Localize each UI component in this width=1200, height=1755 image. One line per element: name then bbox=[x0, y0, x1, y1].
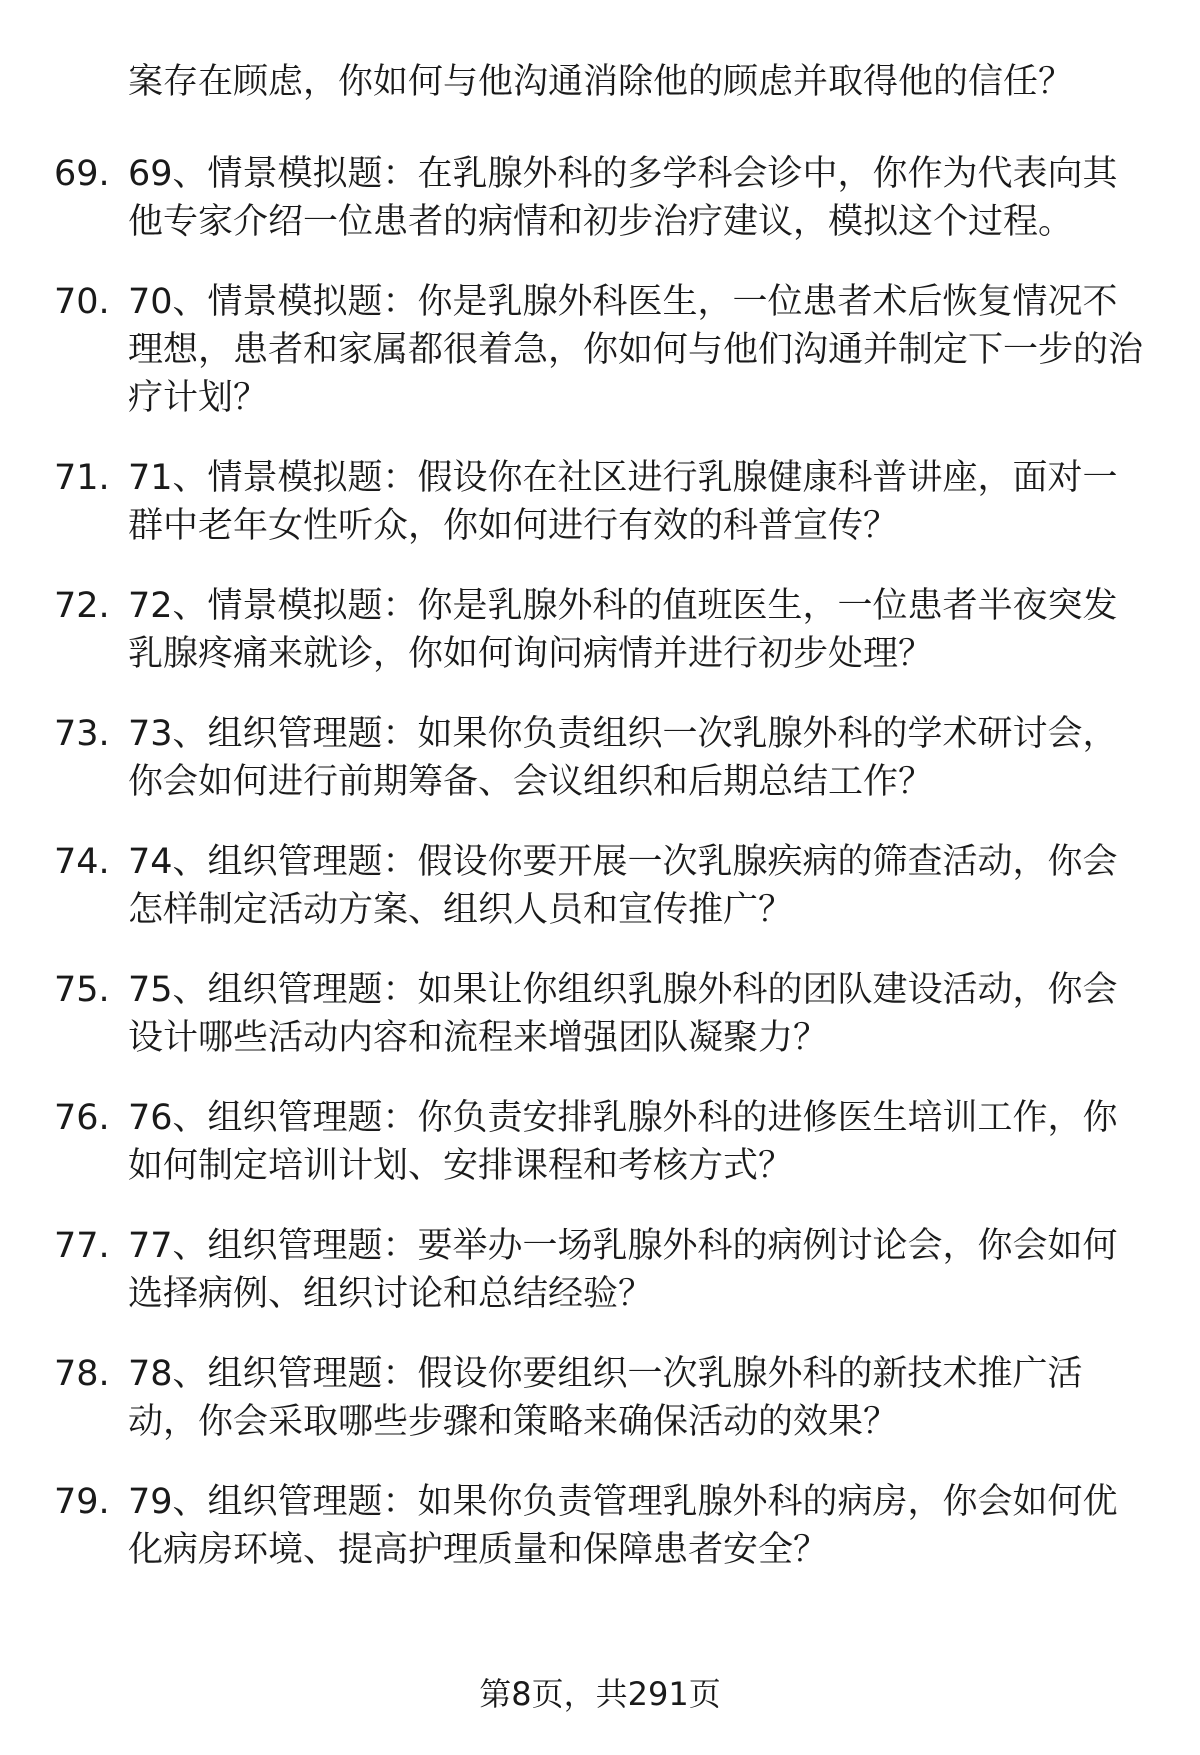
question-text: 74、组织管理题：假设你要开展一次乳腺疾病的筛查活动，你会怎样制定活动方案、组织人员和宣传推广？ bbox=[128, 842, 1118, 930]
question-number: 75. bbox=[54, 970, 110, 1010]
question-number: 71. bbox=[54, 458, 110, 498]
list-item bbox=[0, 1478, 1200, 1574]
question-number: 73. bbox=[54, 714, 110, 754]
question-number: 72. bbox=[54, 586, 110, 626]
question-list bbox=[0, 150, 1200, 1606]
list-item bbox=[0, 1094, 1200, 1190]
page-number-footer: 第8页，共291页 bbox=[479, 1675, 721, 1713]
question-text: 69、情景模拟题：在乳腺外科的多学科会诊中，你作为代表向其他专家介绍一位患者的病情和初步治疗建议，模拟这个过程。 bbox=[128, 154, 1118, 242]
question-number: 79. bbox=[54, 1482, 110, 1522]
question-number: 76. bbox=[54, 1098, 110, 1138]
list-item bbox=[0, 582, 1200, 678]
list-item bbox=[0, 710, 1200, 806]
question-number: 69. bbox=[54, 154, 110, 194]
question-text: 70、情景模拟题：你是乳腺外科医生，一位患者术后恢复情况不理想，患者和家属都很着急，你如何与他们沟通并制定下一步的治疗计划？ bbox=[128, 282, 1144, 418]
question-number: 74. bbox=[54, 842, 110, 882]
question-number: 78. bbox=[54, 1354, 110, 1394]
list-item bbox=[0, 838, 1200, 934]
question-text: 77、组织管理题：要举办一场乳腺外科的病例讨论会，你会如何选择病例、组织讨论和总结经验？ bbox=[128, 1226, 1118, 1314]
list-item bbox=[0, 966, 1200, 1062]
question-number: 70. bbox=[54, 282, 110, 322]
list-item bbox=[0, 454, 1200, 550]
question-text: 79、组织管理题：如果你负责管理乳腺外科的病房，你会如何优化病房环境、提高护理质量和保障患者安全？ bbox=[128, 1482, 1118, 1570]
question-text: 76、组织管理题：你负责安排乳腺外科的进修医生培训工作，你如何制定培训计划、安排课程和考核方式？ bbox=[128, 1098, 1118, 1186]
continued-question-text: 案存在顾虑，你如何与他沟通消除他的顾虑并取得他的信任？ bbox=[128, 62, 1074, 102]
list-item bbox=[0, 150, 1200, 246]
question-text: 75、组织管理题：如果让你组织乳腺外科的团队建设活动，你会设计哪些活动内容和流程来增强团队凝聚力？ bbox=[128, 970, 1118, 1058]
question-text: 73、组织管理题：如果你负责组织一次乳腺外科的学术研讨会，你会如何进行前期筹备、会议组织和后期总结工作？ bbox=[128, 714, 1118, 802]
question-text: 78、组织管理题：假设你要组织一次乳腺外科的新技术推广活动，你会采取哪些步骤和策略来确保活动的效果？ bbox=[128, 1354, 1083, 1442]
list-item bbox=[0, 1350, 1200, 1446]
list-item bbox=[0, 278, 1200, 422]
question-text: 71、情景模拟题：假设你在社区进行乳腺健康科普讲座，面对一群中老年女性听众，你如何进行有效的科普宣传？ bbox=[128, 458, 1118, 546]
question-number: 77. bbox=[54, 1226, 110, 1266]
list-item bbox=[0, 1222, 1200, 1318]
question-text: 72、情景模拟题：你是乳腺外科的值班医生，一位患者半夜突发乳腺疼痛来就诊，你如何询问病情并进行初步处理？ bbox=[128, 586, 1118, 674]
